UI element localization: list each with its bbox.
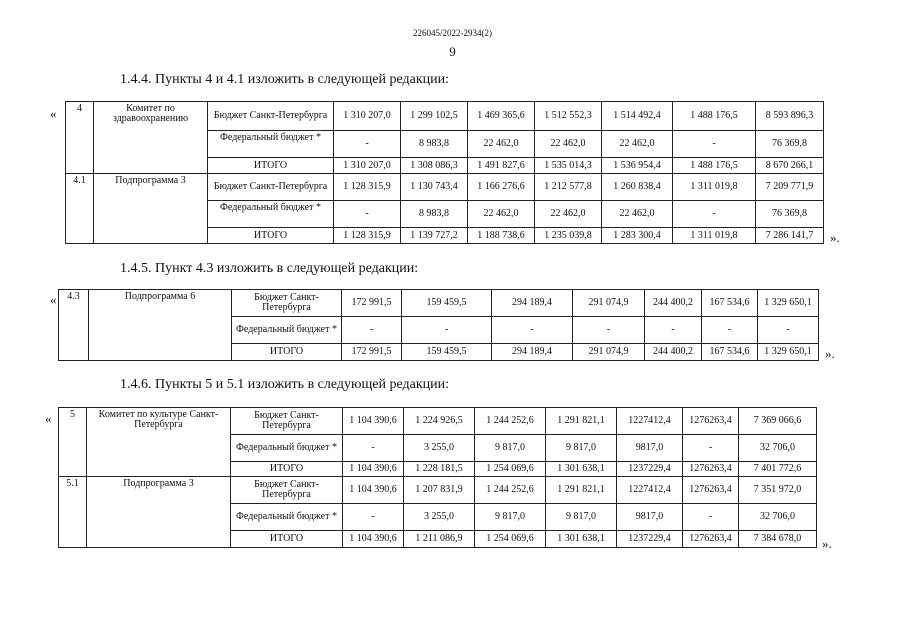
value-cell: -	[492, 317, 573, 344]
open-quote: «	[50, 292, 57, 307]
total-cell: 76 369,8	[756, 131, 824, 158]
value-cell: 1 211 086,9	[404, 531, 475, 548]
value-cell: -	[673, 201, 756, 228]
funding-source: Федеральный бюджет *	[231, 435, 343, 462]
value-cell: 1 291 821,1	[546, 477, 617, 504]
value-cell: 1237229,4	[617, 462, 683, 477]
table-row	[59, 290, 819, 317]
value-cell: 1 207 831,9	[404, 477, 475, 504]
total-cell: 7 401 772,6	[739, 462, 817, 477]
table-items-4-4-1	[65, 101, 824, 244]
value-cell: -	[573, 317, 645, 344]
value-cell: 172 991,5	[342, 290, 402, 317]
value-cell: 1 488 176,5	[673, 102, 756, 131]
funding-source-total: ИТОГО	[231, 462, 343, 477]
value-cell: 1237229,4	[617, 531, 683, 548]
value-cell: 9817,0	[617, 435, 683, 462]
item-number: 4.1	[66, 174, 94, 244]
value-cell: -	[342, 317, 402, 344]
value-cell: 1 254 069,6	[475, 531, 546, 548]
value-cell: 1 310 207,0	[334, 102, 401, 131]
value-cell: 8 983,8	[401, 131, 468, 158]
funding-source: Федеральный бюджет *	[232, 317, 342, 344]
value-cell: 1 104 390,6	[343, 408, 404, 435]
item-name: Подпрограмма 6	[89, 290, 232, 361]
value-cell: 1276263,4	[683, 462, 739, 477]
value-cell: 1 514 492,4	[602, 102, 673, 131]
value-cell: 1 311 019,8	[673, 228, 756, 244]
value-cell: 22 462,0	[535, 201, 602, 228]
value-cell: 291 074,9	[573, 344, 645, 361]
funding-source: Бюджет Санкт-Петербурга	[208, 174, 334, 201]
total-cell: 1 329 650,1	[758, 344, 819, 361]
value-cell: 1 491 827,6	[468, 158, 535, 174]
table-row	[66, 174, 824, 201]
total-cell: 7 369 066,6	[739, 408, 817, 435]
funding-source-total: ИТОГО	[231, 531, 343, 548]
value-cell: 172 991,5	[342, 344, 402, 361]
value-cell: 294 189,4	[492, 290, 573, 317]
value-cell: 1 301 638,1	[546, 531, 617, 548]
total-cell: 32 706,0	[739, 435, 817, 462]
section-heading-1-4-4: 1.4.4. Пункты 4 и 4.1 изложить в следующей редакции:	[120, 72, 450, 87]
total-cell: 7 286 141,7	[756, 228, 824, 244]
item-number: 4	[66, 102, 94, 174]
total-cell: 32 706,0	[739, 504, 817, 531]
value-cell: 1 228 181,5	[404, 462, 475, 477]
funding-source: Федеральный бюджет *	[208, 131, 334, 158]
open-quote: «	[45, 411, 52, 426]
value-cell: -	[402, 317, 492, 344]
item-number: 5.1	[59, 477, 87, 548]
close-quote: ».	[830, 230, 840, 245]
value-cell: -	[343, 435, 404, 462]
total-cell: 76 369,8	[756, 201, 824, 228]
value-cell: 244 400,2	[645, 290, 702, 317]
value-cell: 1 130 743,4	[401, 174, 468, 201]
value-cell: -	[343, 504, 404, 531]
value-cell: 1 488 176,5	[673, 158, 756, 174]
value-cell: 22 462,0	[602, 131, 673, 158]
value-cell: 1 104 390,6	[343, 477, 404, 504]
value-cell: 1 166 276,6	[468, 174, 535, 201]
close-quote: ».	[822, 536, 832, 551]
value-cell: 1 260 838,4	[602, 174, 673, 201]
table-row	[66, 102, 824, 131]
value-cell: 1 128 315,9	[334, 174, 401, 201]
value-cell: 1 104 390,6	[343, 531, 404, 548]
item-number: 4.3	[59, 290, 89, 361]
close-quote: ».	[825, 346, 835, 361]
total-cell: 7 384 678,0	[739, 531, 817, 548]
value-cell: 1 535 014,3	[535, 158, 602, 174]
funding-source-total: ИТОГО	[208, 228, 334, 244]
item-number: 5	[59, 408, 87, 477]
value-cell: 1 244 252,6	[475, 408, 546, 435]
item-name: Подпрограмма 3	[87, 477, 231, 548]
value-cell: -	[645, 317, 702, 344]
value-cell: 1 104 390,6	[343, 462, 404, 477]
value-cell: 1 291 821,1	[546, 408, 617, 435]
value-cell: 3 255,0	[404, 435, 475, 462]
total-cell: 8 593 896,3	[756, 102, 824, 131]
open-quote: «	[50, 106, 57, 121]
value-cell: 9 817,0	[475, 435, 546, 462]
value-cell: 1 212 577,8	[535, 174, 602, 201]
value-cell: 1276263,4	[683, 408, 739, 435]
value-cell: 1 244 252,6	[475, 477, 546, 504]
value-cell: 22 462,0	[602, 201, 673, 228]
total-cell: 8 670 266,1	[756, 158, 824, 174]
value-cell: 291 074,9	[573, 290, 645, 317]
value-cell: 1 139 727,2	[401, 228, 468, 244]
value-cell: -	[683, 504, 739, 531]
value-cell: 1 224 926,5	[404, 408, 475, 435]
value-cell: 1 128 315,9	[334, 228, 401, 244]
value-cell: 1 188 738,6	[468, 228, 535, 244]
value-cell: 9 817,0	[546, 504, 617, 531]
funding-source: Бюджет Санкт-Петербурга	[232, 290, 342, 317]
value-cell: 8 983,8	[401, 201, 468, 228]
value-cell: 159 459,5	[402, 290, 492, 317]
total-cell: 1 329 650,1	[758, 290, 819, 317]
item-name: Подпрограмма 3	[94, 174, 208, 244]
value-cell: 1 311 019,8	[673, 174, 756, 201]
item-name: Комитет по здравоохранению	[94, 102, 208, 174]
value-cell: -	[334, 201, 401, 228]
funding-source: Федеральный бюджет *	[208, 201, 334, 228]
total-cell: -	[758, 317, 819, 344]
value-cell: 1 536 954,4	[602, 158, 673, 174]
value-cell: 1 299 102,5	[401, 102, 468, 131]
value-cell: 1 283 300,4	[602, 228, 673, 244]
value-cell: 1 310 207,0	[334, 158, 401, 174]
value-cell: 1 512 552,3	[535, 102, 602, 131]
funding-source: Бюджет Санкт-Петербурга	[208, 102, 334, 131]
value-cell: 1 301 638,1	[546, 462, 617, 477]
value-cell: 244 400,2	[645, 344, 702, 361]
funding-source: Федеральный бюджет *	[231, 504, 343, 531]
value-cell: 159 459,5	[402, 344, 492, 361]
value-cell: 9 817,0	[475, 504, 546, 531]
section-heading-1-4-5: 1.4.5. Пункт 4.3 изложить в следующей редакции:	[120, 261, 419, 276]
value-cell: 9 817,0	[546, 435, 617, 462]
funding-source: Бюджет Санкт-Петербурга	[231, 408, 343, 435]
total-cell: 7 351 972,0	[739, 477, 817, 504]
value-cell: 1 469 365,6	[468, 102, 535, 131]
value-cell: 1276263,4	[683, 477, 739, 504]
value-cell: -	[334, 131, 401, 158]
funding-source: Бюджет Санкт-Петербурга	[231, 477, 343, 504]
table-items-5-5-1	[58, 407, 817, 548]
table-row	[59, 477, 817, 504]
value-cell: 167 534,6	[702, 344, 758, 361]
value-cell: 1 235 039,8	[535, 228, 602, 244]
value-cell: 1227412,4	[617, 477, 683, 504]
section-heading-1-4-6: 1.4.6. Пункты 5 и 5.1 изложить в следующей редакции:	[120, 377, 450, 392]
value-cell: 1276263,4	[683, 531, 739, 548]
table-row	[59, 408, 817, 435]
value-cell: 3 255,0	[404, 504, 475, 531]
table-item-4-3	[58, 289, 819, 361]
value-cell: 22 462,0	[468, 131, 535, 158]
funding-source-total: ИТОГО	[208, 158, 334, 174]
value-cell: 294 189,4	[492, 344, 573, 361]
value-cell: 167 534,6	[702, 290, 758, 317]
value-cell: -	[683, 435, 739, 462]
value-cell: 22 462,0	[468, 201, 535, 228]
value-cell: 1 308 086,3	[401, 158, 468, 174]
value-cell: -	[702, 317, 758, 344]
page-number: 9	[449, 44, 456, 59]
document-number: 226045/2022-2934(2)	[413, 28, 492, 38]
total-cell: 7 209 771,9	[756, 174, 824, 201]
item-name: Комитет по культуре Санкт-Петербурга	[87, 408, 231, 477]
value-cell: 9817,0	[617, 504, 683, 531]
value-cell: 22 462,0	[535, 131, 602, 158]
value-cell: 1 254 069,6	[475, 462, 546, 477]
funding-source-total: ИТОГО	[232, 344, 342, 361]
value-cell: 1227412,4	[617, 408, 683, 435]
value-cell: -	[673, 131, 756, 158]
